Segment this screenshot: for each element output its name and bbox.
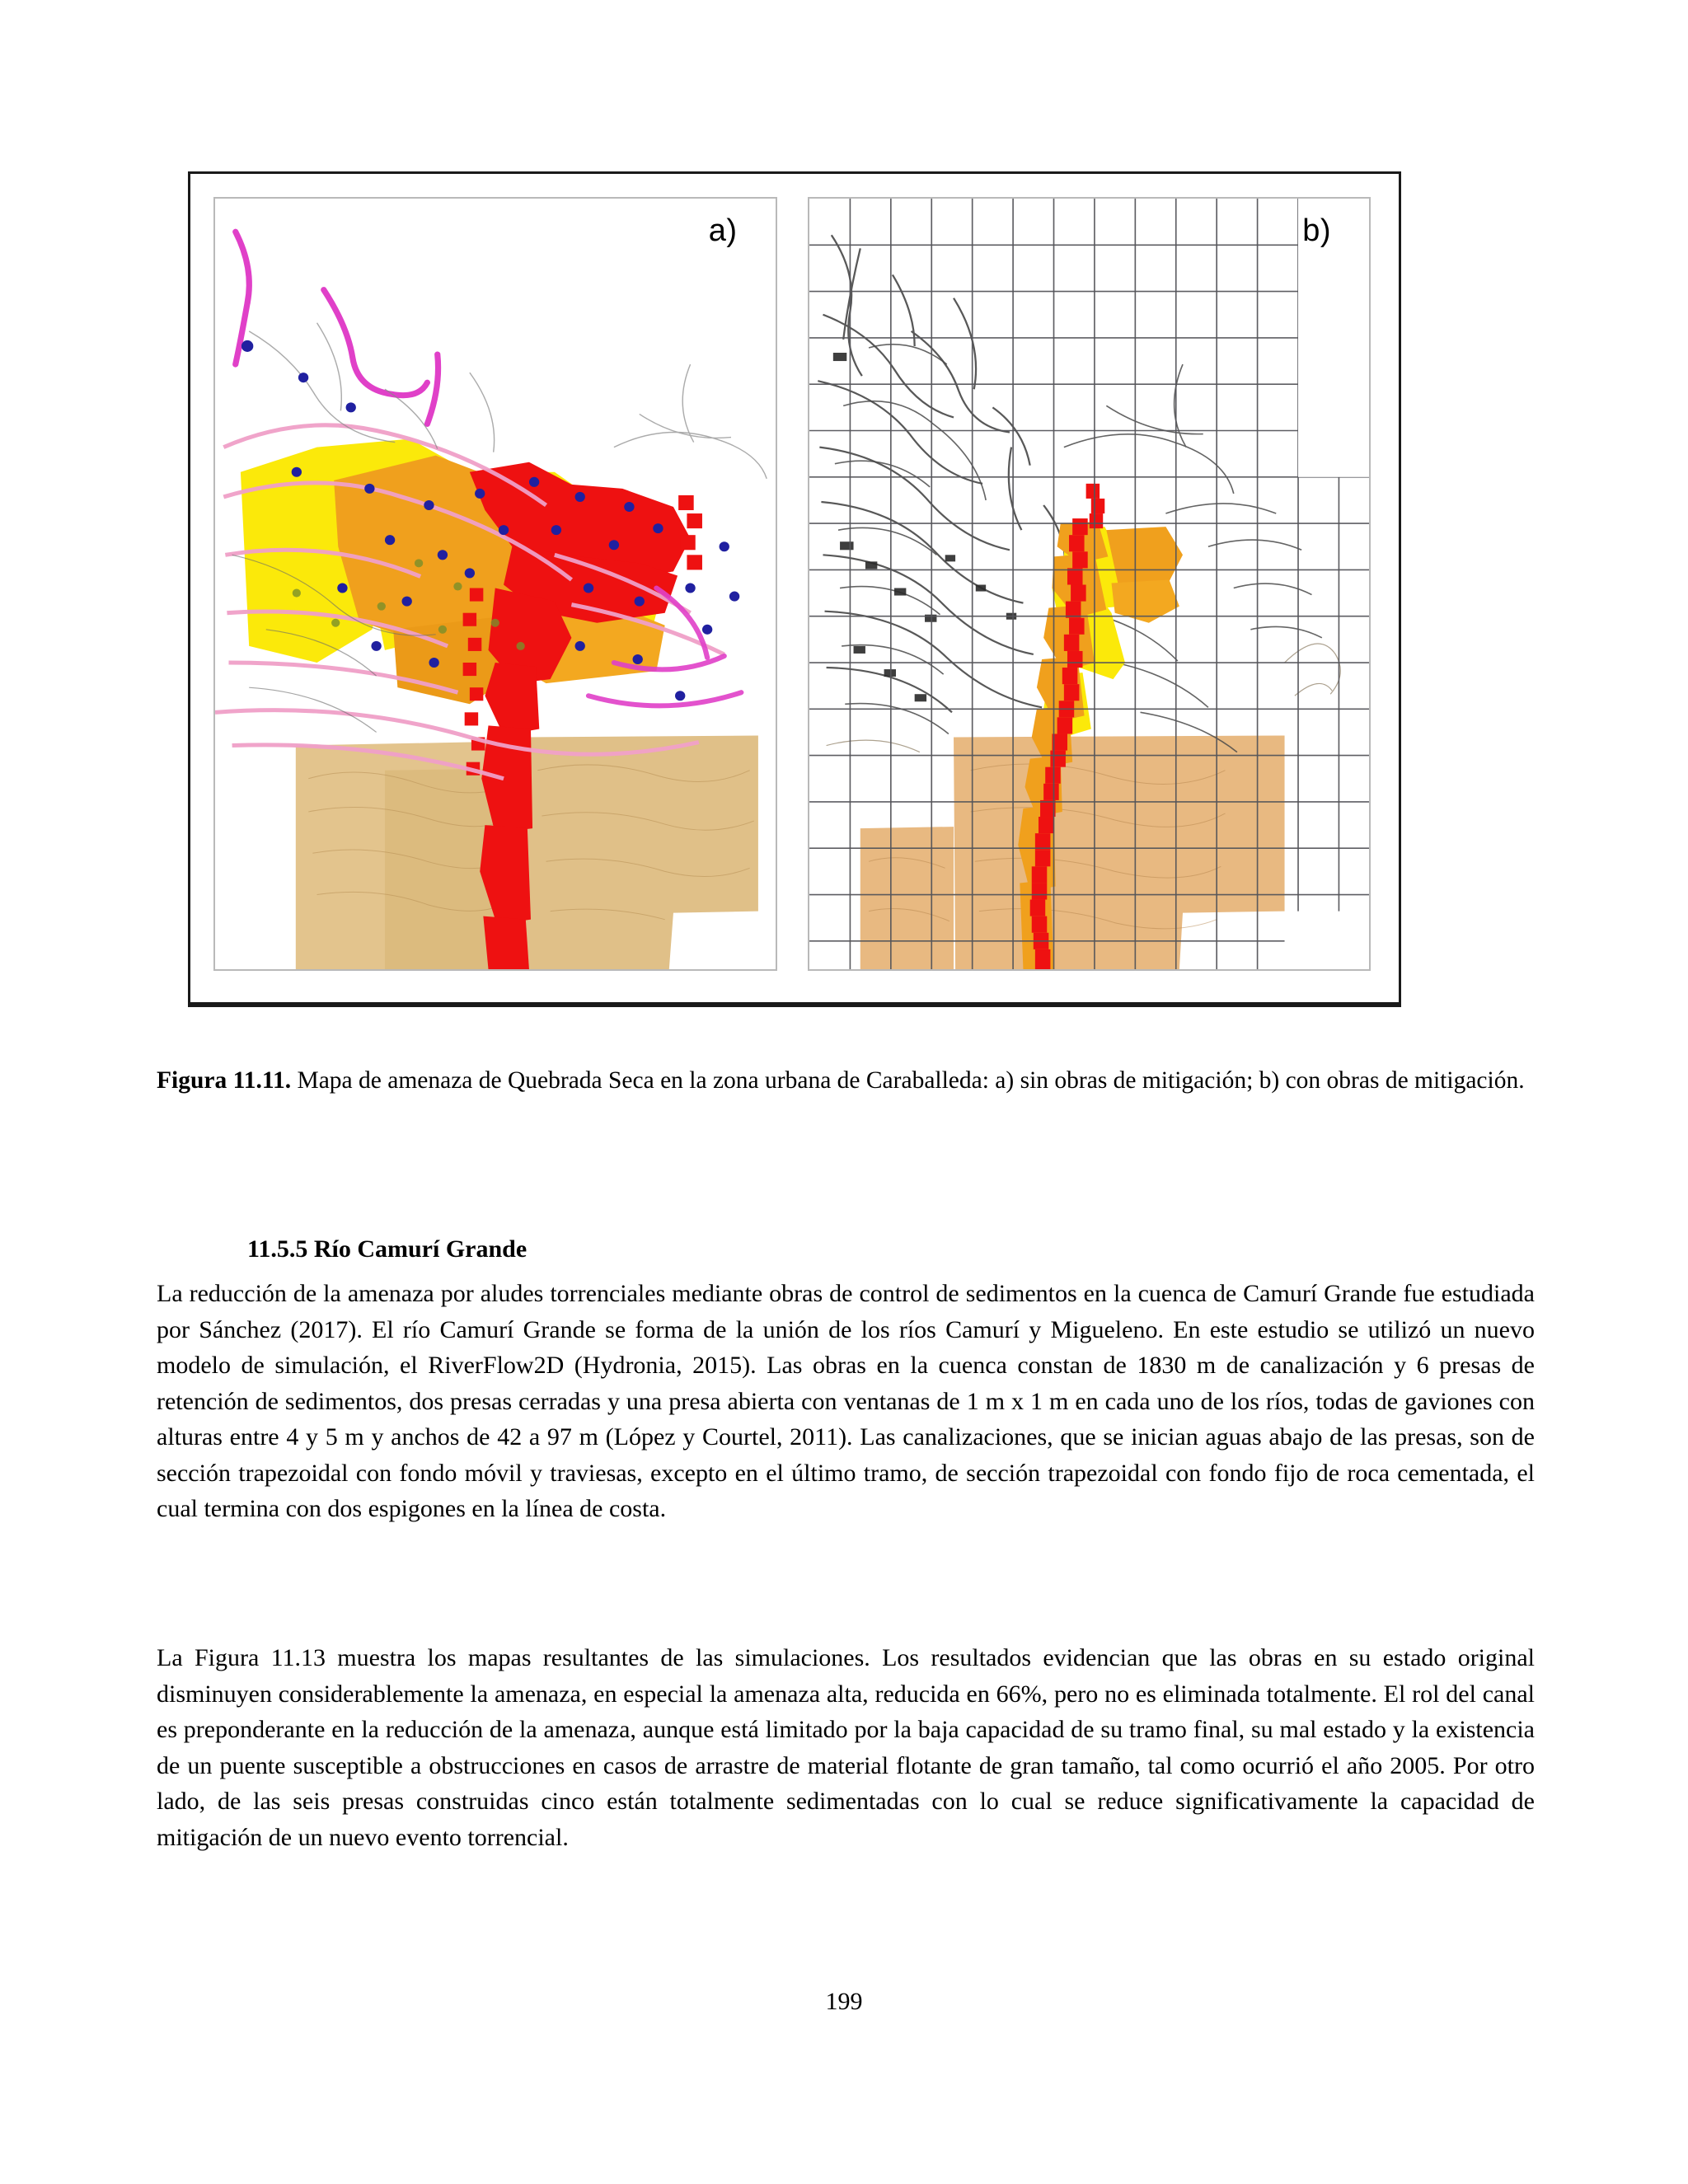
hazard-map-without-mitigation	[215, 199, 776, 969]
figure-frame	[188, 171, 1401, 1007]
figure-panel-b	[808, 197, 1372, 971]
paragraph-1: La reducción de la amenaza por aludes torrenciales mediante obras de control de sedimentos en la cuenca de Camurí Grande fue estudiada por Sánchez (2017). El río Camurí Grande se forma de la unión de los ríos Camurí y Migueleno. En este estudio se utilizó un nuevo modelo de simulación, el RiverFlow2D (Hydronia, 2015). Las obras en la cuenca constan de 1830 m de canalización y 6 presas de retención de sedimentos, dos presas cerradas y una presa abierta con ventanas de 1 m x 1 m en cada uno de los ríos, todas de gaviones con alturas entre 4 y 5 m y anchos de 42 a 97 m (López y Courtel, 2011). Las canalizaciones, que se inician aguas abajo de las presas, son de sección trapezoidal con fondo móvil y traviesas, excepto en el último tramo, de sección trapezoidal con fondo fijo de roca cementada, el cual termina con dos espigones en la línea de costa.	[157, 1280, 1535, 1522]
figure-caption-text: Mapa de amenaza de Quebrada Seca en la zona urbana de Caraballeda: a) sin obras de mitigación; b) con obras de mitigación.	[291, 1067, 1525, 1094]
panel-b-label: b)	[1302, 213, 1331, 248]
hazard-map-with-mitigation	[809, 199, 1370, 969]
paragraph-2: La Figura 11.13 muestra los mapas resultantes de las simulaciones. Los resultados evidencian que las obras en su estado original disminuyen considerablemente la amenaza, en especial la amenaza alta, reducida en 66%, pero no es eliminada totalmente. El rol del canal es preponderante en la reducción de la amenaza, aunque está limitado por la baja capacidad de su tramo final, su mal estado y la existencia de un puente susceptible a obstrucciones en casos de arrastre de material flotante de gran tamaño, tal como ocurrió el año 2005. Por otro lado, de las seis presas construidas cinco están totalmente sedimentadas con lo cual se reduce significativamente la capacidad de mitigación de un nuevo evento torrencial.	[157, 1644, 1535, 1851]
page-number: 199	[825, 1988, 863, 2015]
section-heading: 11.5.5 Río Camurí Grande	[247, 1235, 528, 1263]
figure-panel-a	[213, 197, 777, 971]
panel-a-label: a)	[708, 213, 738, 248]
figure-caption	[157, 1063, 1535, 1099]
figure-panels	[190, 174, 1399, 1002]
figure-caption-prefix: Figura 11.11.	[157, 1067, 292, 1094]
